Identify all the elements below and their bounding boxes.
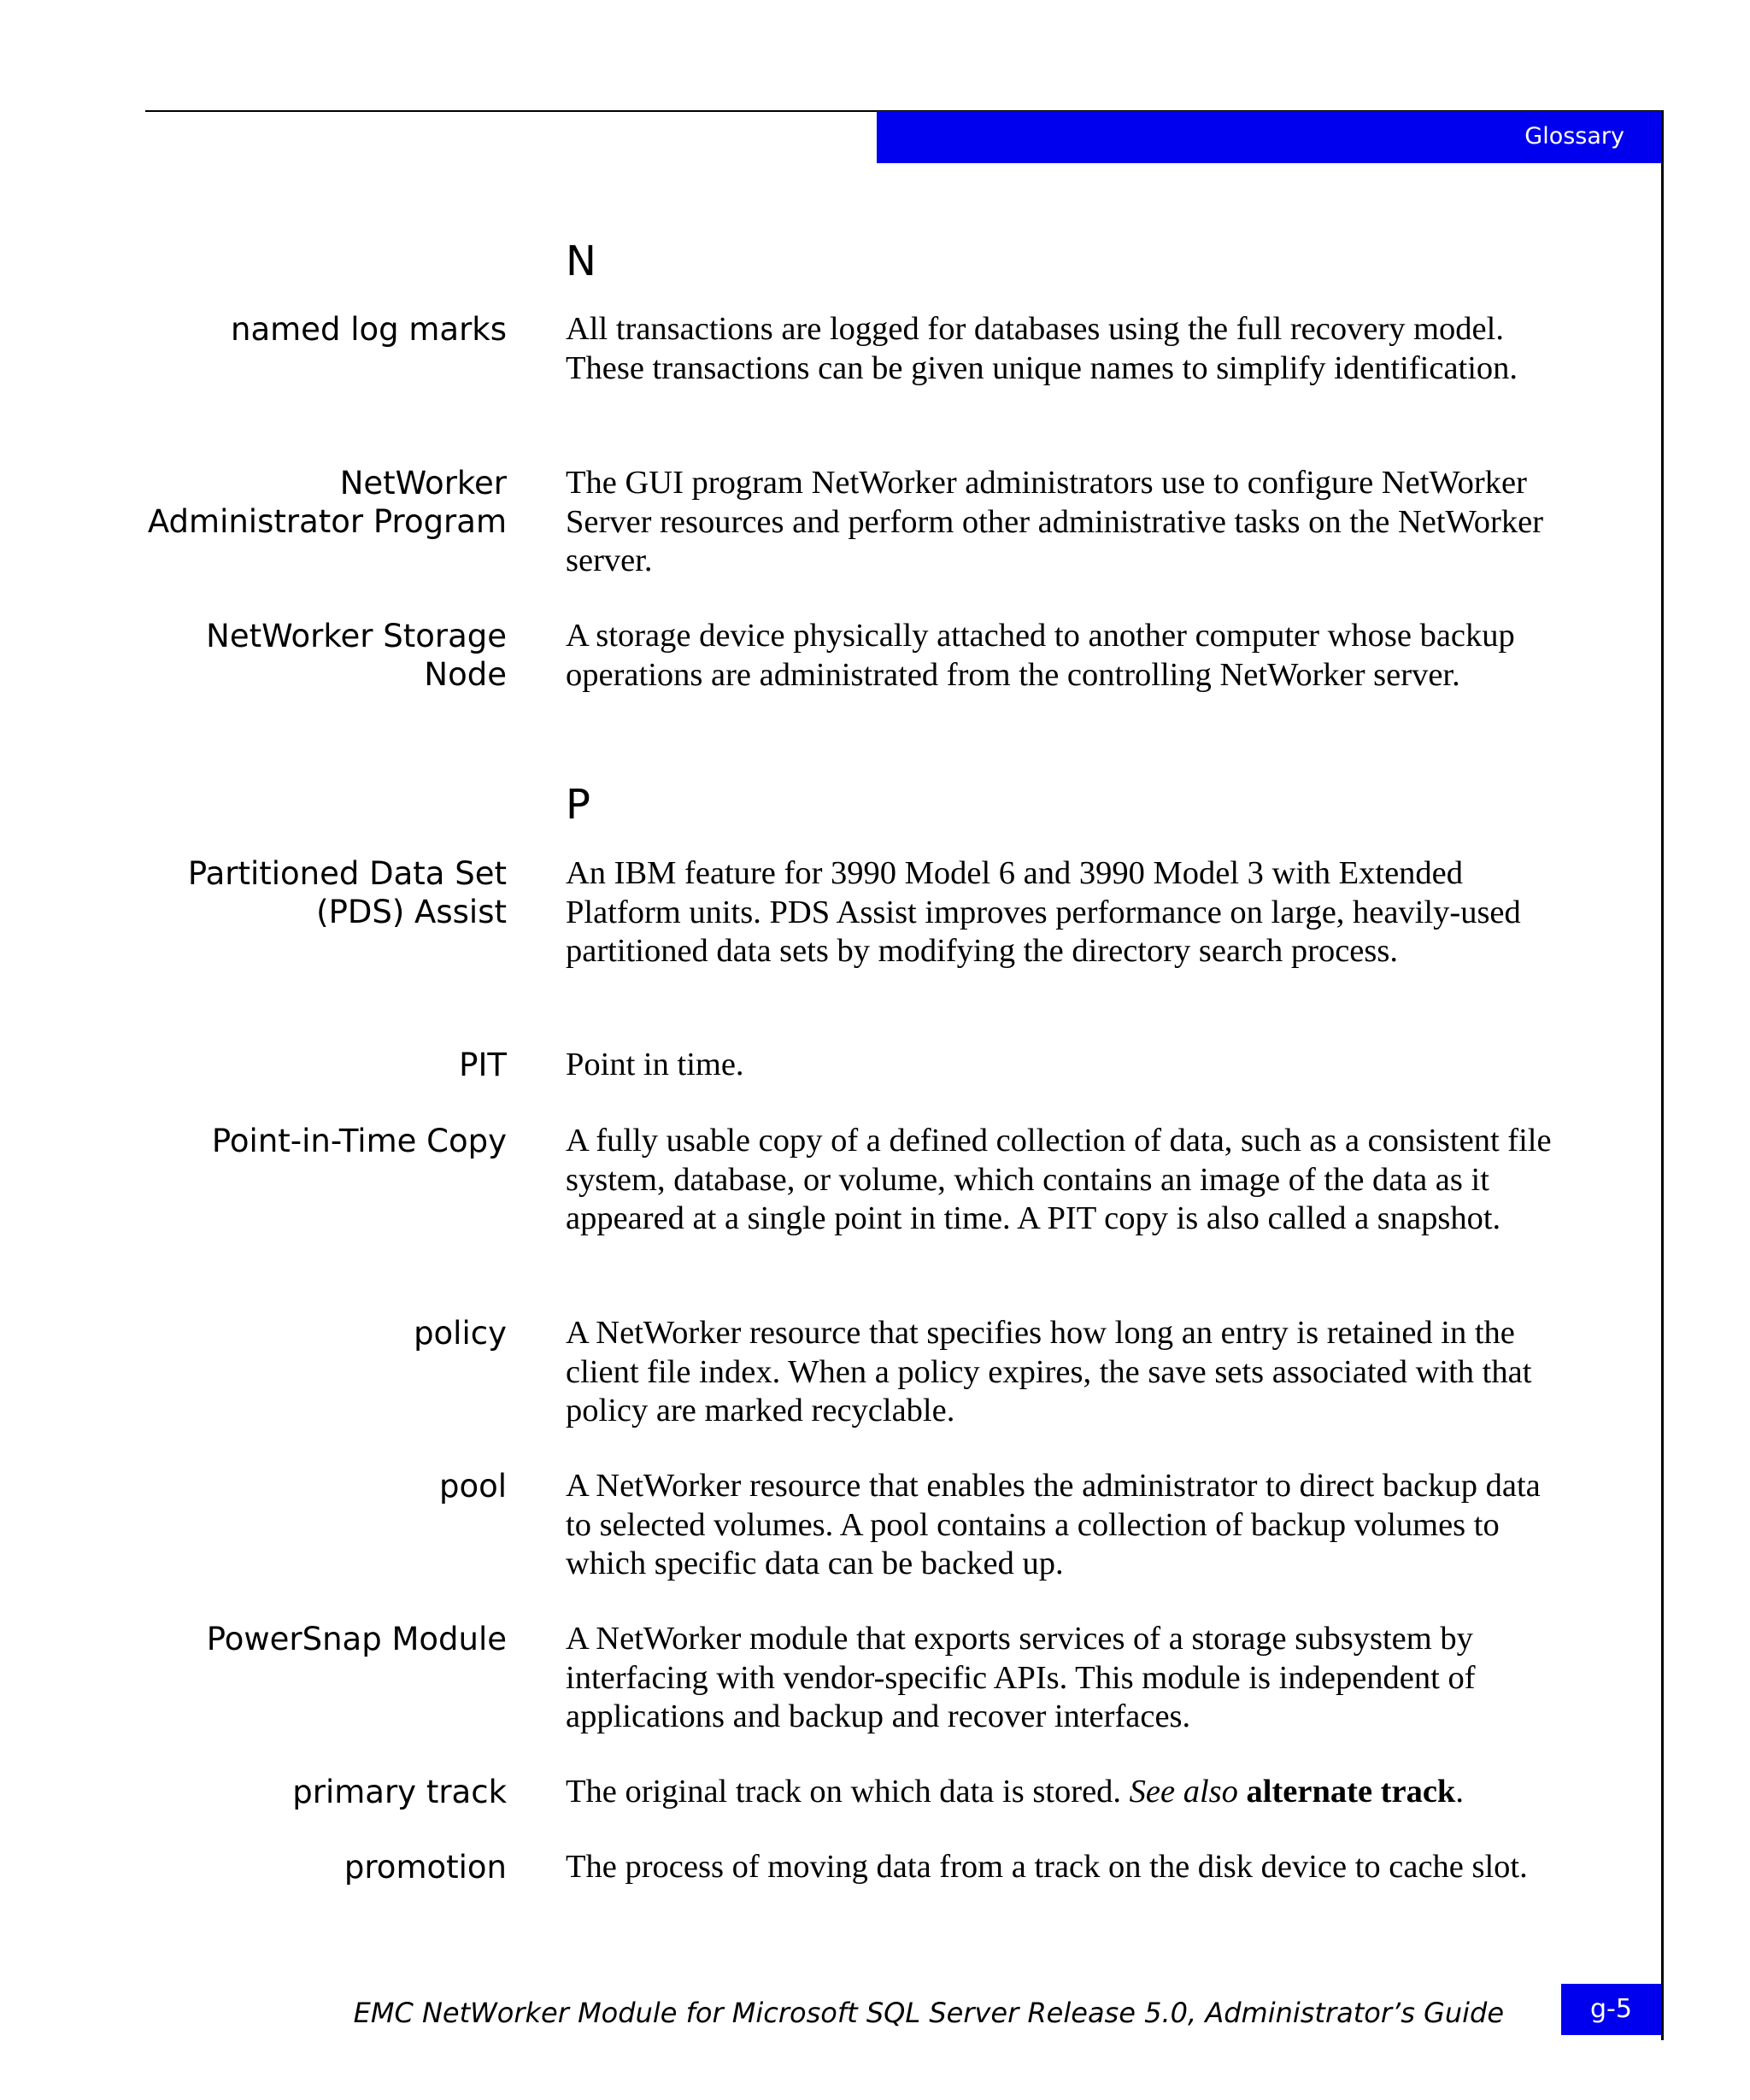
glossary-definition: All transactions are logged for databases using the full recovery model. These transactions can be given unique names to simplify identification. [566, 311, 1518, 386]
glossary-definition: Point in time. [566, 1047, 744, 1082]
glossary-term: primary track [292, 1774, 507, 1810]
glossary-definition: A NetWorker resource that enables the administrator to direct backup data to selected volumes. A pool contains a collection of backup volumes to which specific data can be backed up. [566, 1468, 1541, 1581]
glossary-term: Partitioned Data Set (PDS) Assist [187, 855, 507, 930]
header-bar [877, 111, 1663, 163]
section-letter-p: P [566, 781, 590, 829]
glossary-term: NetWorker Administrator Program [147, 465, 507, 540]
page-number-box [1561, 1984, 1661, 2035]
glossary-term: NetWorker Storage Node [206, 618, 507, 693]
see-also-suffix: . [1455, 1774, 1464, 1810]
glossary-term: pool [438, 1468, 507, 1505]
glossary-definition: A storage device physically attached to another computer whose backup operations are administrated from the controlling NetWorker server. [566, 618, 1515, 693]
section-label: Glossary [1524, 123, 1624, 150]
see-also-link[interactable]: alternate track [1246, 1774, 1456, 1810]
glossary-term: named log marks [231, 311, 507, 348]
glossary-term: Point-in-Time Copy [211, 1123, 507, 1159]
glossary-definition: A fully usable copy of a defined collection of data, such as a consistent file system, database, or volume, which contains an image of the data as it appeared at a single point in time. A PIT copy is also called a snapshot. [566, 1123, 1552, 1236]
see-also-prefix: See also [1129, 1774, 1238, 1810]
glossary-definition: The process of moving data from a track on the disk device to cache slot. [566, 1849, 1528, 1885]
right-margin-rule [1661, 111, 1664, 2040]
glossary-term: PIT [459, 1047, 507, 1083]
glossary-definition: A NetWorker module that exports services of a storage subsystem by interfacing with vendor-specific APIs. This module is independent of applications and backup and recover interfaces. [566, 1621, 1476, 1734]
glossary-definition: The GUI program NetWorker administrators use to configure NetWorker Server resources and perform other administrative tasks on the NetWorker server. [566, 465, 1544, 578]
footer-book-title: EMC NetWorker Module for Microsoft SQL Server Release 5.0, Administrator’s Guide [353, 1997, 1504, 2029]
section-letter-n: N [566, 238, 596, 285]
glossary-definition: A NetWorker resource that specifies how long an entry is retained in the client file index. When a policy expires, the save sets associated with that policy are marked recyclable. [566, 1315, 1532, 1428]
glossary-term: PowerSnap Module [206, 1621, 507, 1657]
glossary-definition [566, 1773, 1565, 1812]
definition-text: The original track on which data is stored. [566, 1774, 1122, 1810]
glossary-term: promotion [344, 1849, 507, 1886]
glossary-term: policy [414, 1315, 507, 1352]
page-number: g-5 [1590, 1994, 1632, 2024]
glossary-definition: An IBM feature for 3990 Model 6 and 3990 Model 3 with Extended Platform units. PDS Assist improves performance on large, heavily-used partitioned data sets by modifying the directory search process. [566, 855, 1521, 969]
